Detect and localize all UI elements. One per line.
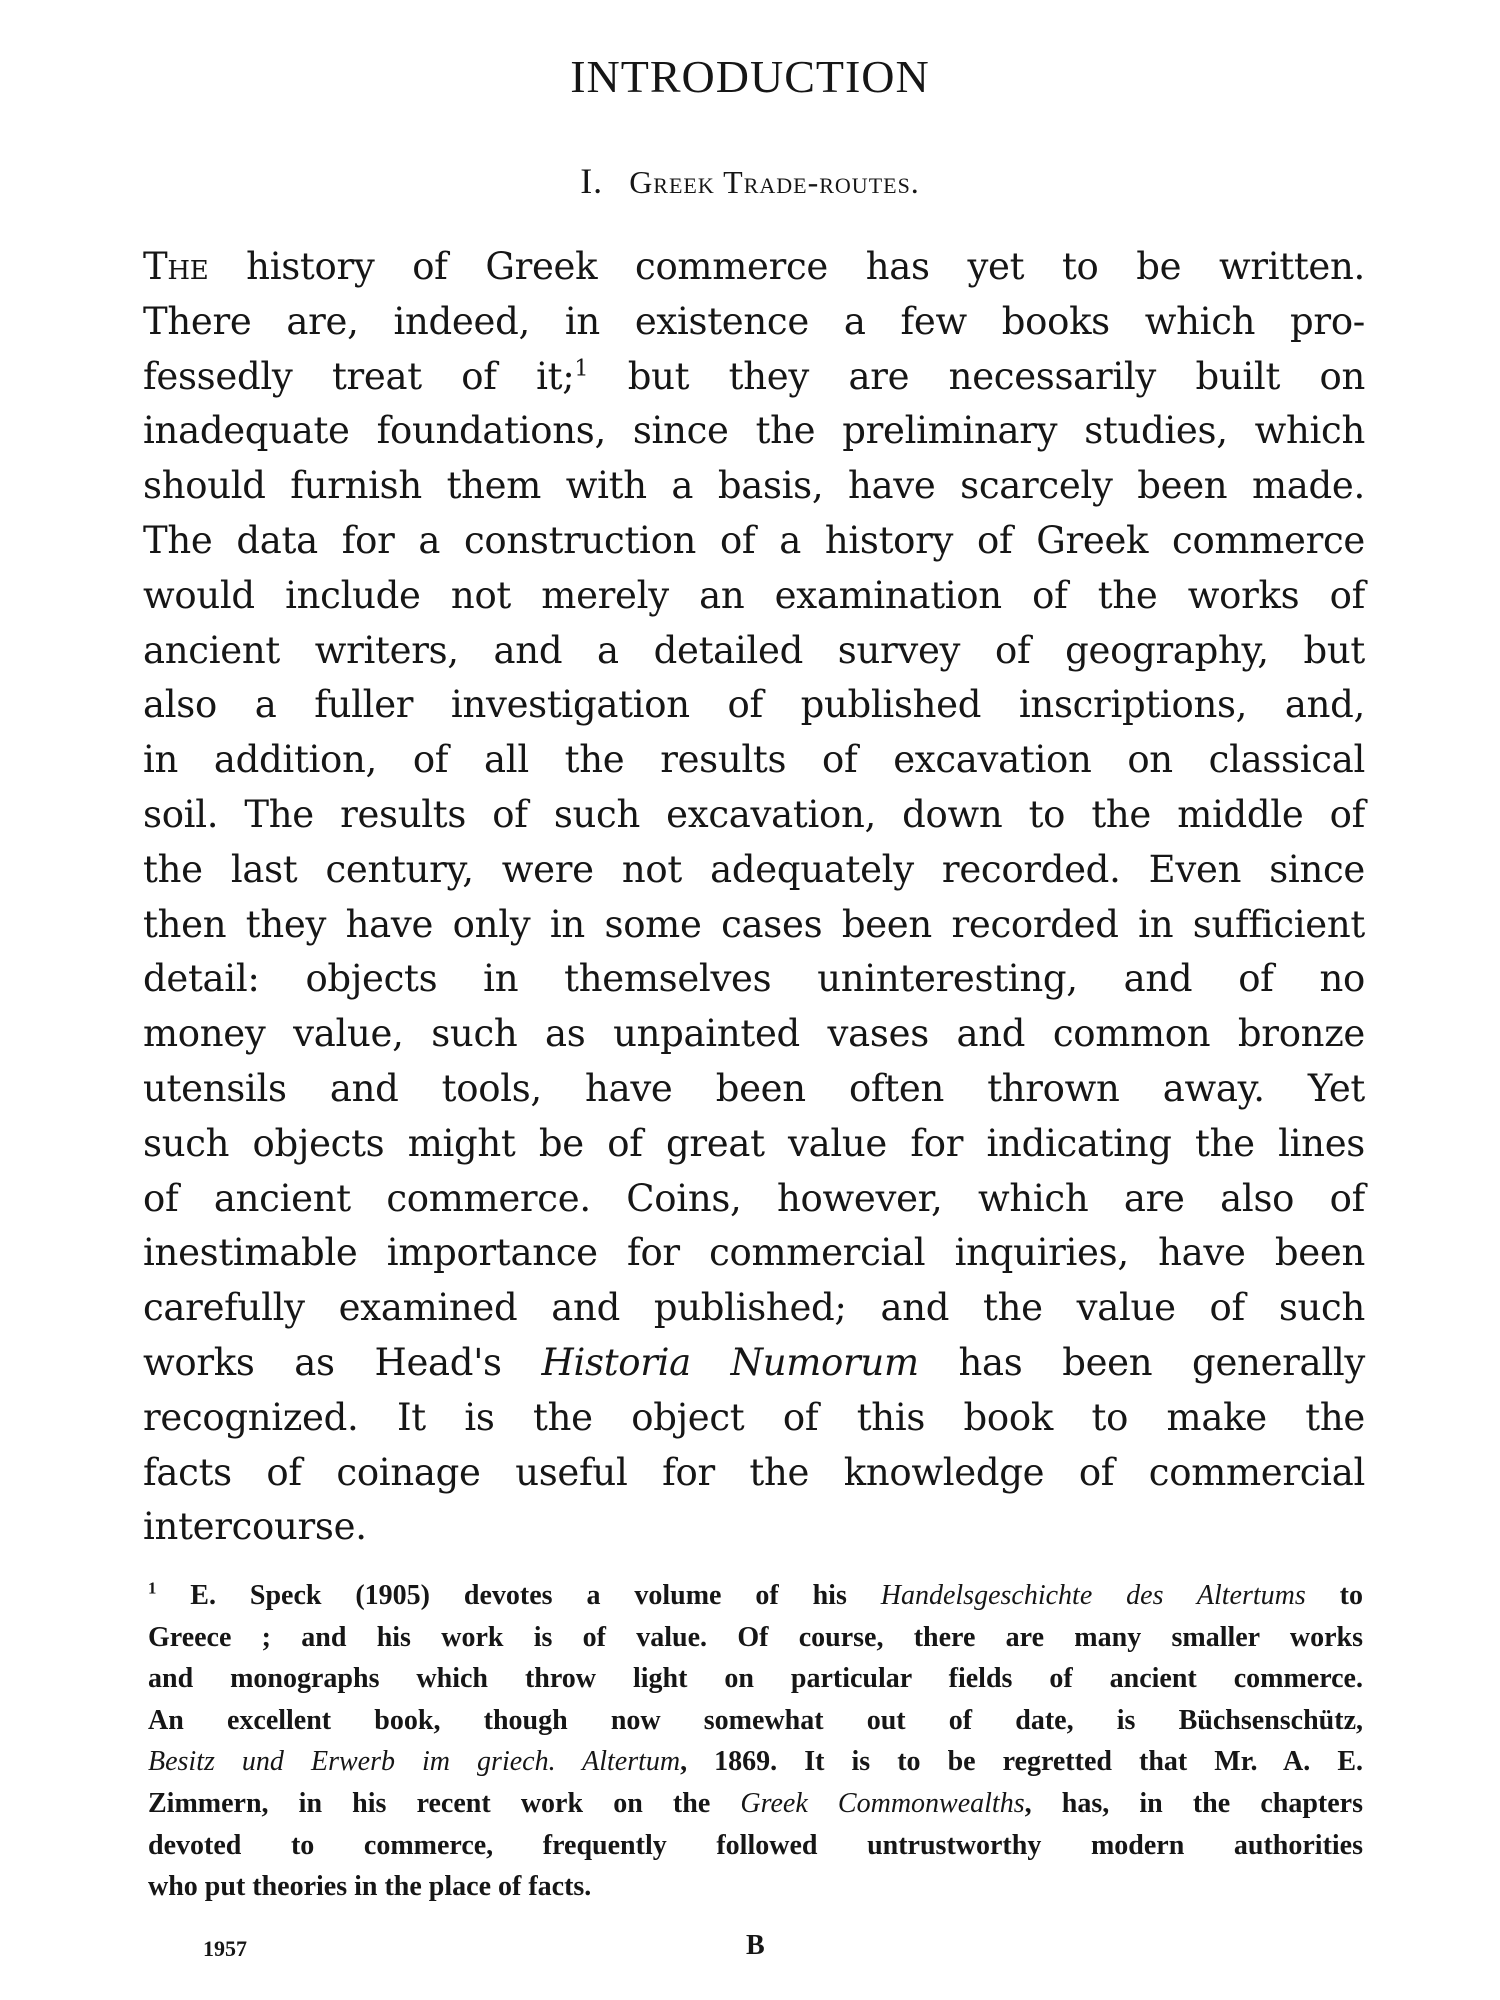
line-text: , has, in the chapters — [1024, 1787, 1363, 1819]
body-line: such objects might be of great value for indicating the lines — [143, 1121, 1365, 1165]
body-line: intercourse. — [143, 1505, 367, 1549]
body-line: then they have only in some cases been recorded in sufficient — [143, 902, 1365, 946]
line-text: Zimmern, in his recent work on the — [148, 1787, 741, 1819]
body-line: soil. The results of such excavation, down to the middle of — [143, 792, 1365, 836]
opening-word: The — [143, 245, 209, 288]
footnote-line: who put theories in the place of facts. — [148, 1871, 592, 1903]
italic-title: Besitz und Erwerb im griech. Altertum — [148, 1746, 681, 1778]
body-line: There are, indeed, in existence a few books which pro- — [143, 299, 1365, 343]
footnote-line: and monographs which throw light on particular fields of ancient commerce. — [148, 1663, 1363, 1695]
page-heading: INTRODUCTION — [570, 51, 930, 102]
body-line — [143, 1336, 1365, 1391]
body-line: inadequate foundations, since the preliminary studies, which — [143, 409, 1365, 453]
footnote-line — [148, 1783, 1363, 1825]
body-line: carefully examined and published; and the value of such — [143, 1286, 1365, 1330]
body-text — [143, 240, 1365, 1555]
body-line: in addition, of all the results of excavation on classical — [143, 738, 1365, 782]
italic-title: Greek Commonwealths — [740, 1787, 1025, 1819]
body-line — [143, 350, 1365, 405]
footnote-line: Greece ; and his work is of value. Of course, there are many smaller works — [148, 1621, 1363, 1653]
body-line: also a fuller investigation of published inscriptions, and, — [143, 683, 1365, 727]
footnote-line: An excellent book, though now somewhat out of date, is Büchsenschütz, — [148, 1704, 1363, 1736]
section-title-text: Greek Trade-routes. — [629, 164, 920, 200]
footnote-reference[interactable]: 1 — [574, 355, 589, 382]
line-text: but they are necessarily built on — [588, 354, 1365, 398]
body-line: detail: objects in themselves uninteresting, and of no — [143, 957, 1365, 1001]
italic-title: Historia Numorum — [541, 1340, 919, 1384]
body-line: money value, such as unpainted vases and common bronze — [143, 1012, 1365, 1056]
section-title — [0, 160, 1500, 202]
signature-mark: B — [746, 1930, 765, 1961]
line-text: E. Speck (1905) devotes a volume of his — [156, 1580, 881, 1611]
body-line: recognized. It is the object of this book to make the — [143, 1395, 1365, 1439]
body-line: ancient writers, and a detailed survey of geography, but — [143, 628, 1365, 672]
body-line: the last century, were not adequately recorded. Even since — [143, 847, 1365, 891]
footnote-marker: 1 — [148, 1578, 157, 1598]
line-text: , 1869. It is to be regretted that Mr. A. E. — [680, 1746, 1363, 1778]
footnote-line — [148, 1575, 1363, 1617]
line-text: works as Head's — [143, 1340, 542, 1384]
body-line: would include not merely an examination of the works of — [143, 573, 1365, 617]
body-line — [143, 240, 1365, 295]
section-number: I. — [580, 161, 604, 201]
line-text: history of Greek commerce has yet to be written. — [208, 245, 1365, 288]
line-text: to — [1305, 1580, 1363, 1611]
body-line: should furnish them with a basis, have scarcely been made. — [143, 464, 1365, 508]
body-line: facts of coinage useful for the knowledge of commercial — [143, 1450, 1365, 1494]
line-text: has been generally — [918, 1340, 1365, 1384]
body-line: of ancient commerce. Coins, however, which are also of — [143, 1176, 1365, 1220]
body-line: inestimable importance for commercial inquiries, have been — [143, 1231, 1365, 1275]
italic-title: Handelsgeschichte des Altertums — [880, 1580, 1306, 1611]
body-line: The data for a construction of a history of Greek commerce — [143, 518, 1365, 562]
footnote-line — [148, 1741, 1363, 1783]
line-text: fessedly treat of it; — [143, 354, 575, 398]
body-line: utensils and tools, have been often thrown away. Yet — [143, 1066, 1365, 1110]
footnote-line: devoted to commerce, frequently followed untrustworthy modern authorities — [148, 1829, 1363, 1861]
printer-signature: 1957 — [203, 1936, 247, 1961]
footnote — [148, 1575, 1363, 1908]
